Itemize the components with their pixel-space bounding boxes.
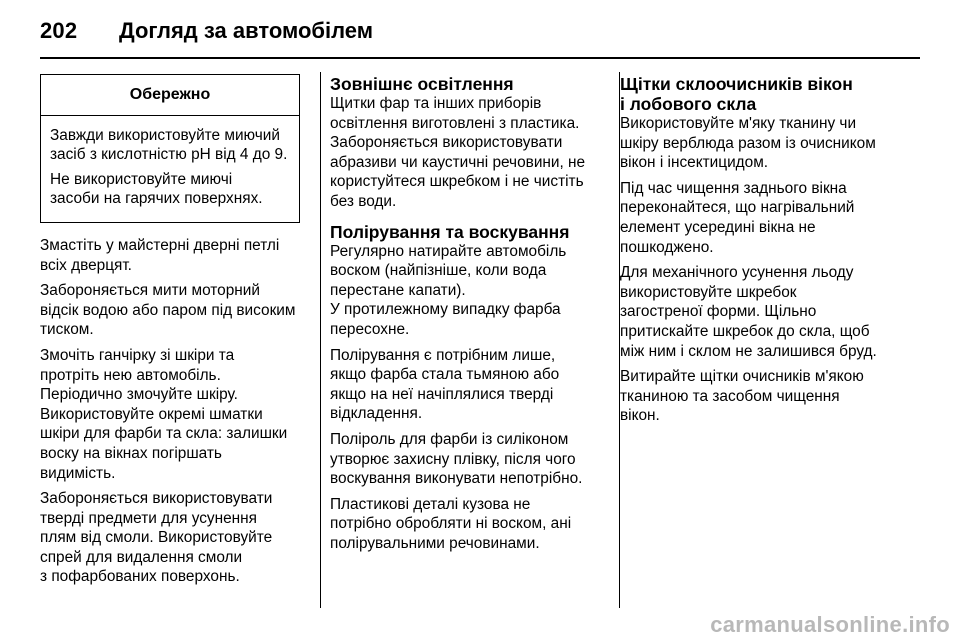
- column-3: [620, 74, 902, 432]
- section-heading-wipers: Щітки склоочисників вікон і лобового скла: [620, 74, 853, 114]
- watermark: carmanualsonline.info: [710, 612, 950, 637]
- column-2: [330, 74, 602, 559]
- paragraph: Під час чищення заднього вікна переконайтеся, що нагрівальний елемент усередині вікна не пошкоджено.: [620, 179, 855, 256]
- page-number: 202: [40, 18, 78, 43]
- paragraph: Витирайте щітки очисників м'якою тканиною та засобом чищення вікон.: [620, 368, 864, 425]
- paragraph: Поліроль для фарби із силіконом утворює захисну плівку, після чого воскування виконувати непотрібно.: [330, 430, 583, 488]
- paragraph: Пластикові деталі кузова не потрібно обробляти ні воском, ані полірувальними речовинами.: [330, 495, 572, 552]
- page-header: [40, 18, 920, 48]
- warning-title: Обережно: [41, 75, 299, 116]
- page-title: Догляд за автомобілем: [119, 18, 374, 43]
- paragraph: Забороняється мити моторний відсік водою або паром під високим тиском.: [40, 282, 296, 339]
- paragraph: Змастіть у майстерні дверні петлі всіх дверцят.: [40, 236, 280, 274]
- paragraph: Для механічного усунення льоду використовуйте шкребок загостреної форми. Щільно притискайте шкребок до скла, щоб між ним і склом не залишився бруд.: [620, 264, 877, 360]
- column-divider-1: [320, 72, 321, 608]
- paragraph: Забороняється використовувати тверді предмети для усунення плям від смоли. Використовуйте спрей для видалення смоли з пофарбованих поверхонь.: [40, 490, 273, 586]
- warning-paragraph: Завжди використовуйте миючий засіб з кислотністю pH від 4 до 9.: [50, 126, 288, 164]
- warning-box: [40, 74, 300, 223]
- paragraph: Полірування є потрібним лише, якщо фарба стала тьмяною або якщо на неї начіплялися тверді відкладення.: [330, 346, 560, 423]
- column-1: [40, 74, 302, 593]
- paragraph: Регулярно натирайте автомобіль воском (найпізніше, коли вода перестане капати). У протилежному випадку фарба пересохне.: [330, 242, 567, 338]
- paragraph: Щитки фар та інших приборів освітлення виготовлені з пластика. Забороняється використовувати абразиви чи каустичні речовини, не користуйтеся шкребком і не чистіть без води.: [330, 95, 586, 210]
- paragraph: Використовуйте м'яку тканину чи шкіру верблюда разом із очисником вікон і інсектицидом.: [620, 115, 876, 172]
- paragraph: Змочіть ганчірку зі шкіри та протріть нею автомобіль. Періодично змочуйте шкіру. Використовуйте окремі шматки шкіри для фарби та скла: залишки воску на вікнах погіршать видимість.: [40, 346, 288, 482]
- header-rule: [40, 57, 920, 59]
- section-heading-exterior-lighting: Зовнішнє освітлення: [330, 74, 514, 94]
- warning-paragraph: Не використовуйте миючі засоби на гарячих поверхнях.: [50, 170, 263, 208]
- warning-body: [41, 116, 299, 222]
- section-heading-polishing: Полірування та воскування: [330, 221, 570, 242]
